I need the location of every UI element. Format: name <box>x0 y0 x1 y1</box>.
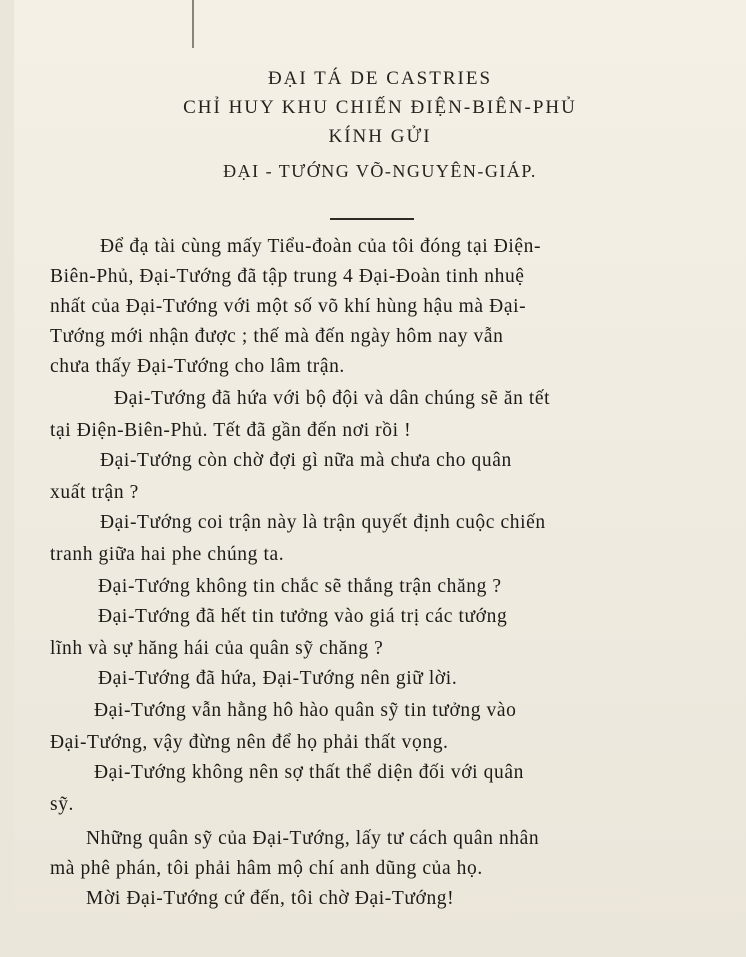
body-line-12: Đại-Tướng không tin chắc sẽ thắng trận chăng ? <box>98 576 502 597</box>
body-line-10: Đại-Tướng coi trận này là trận quyết định cuộc chiến <box>100 512 546 533</box>
body-line-22: Mời Đại-Tướng cứ đến, tôi chờ Đại-Tướng! <box>86 888 455 909</box>
body-line-21: mà phê phán, tôi phải hâm mộ chí anh dũng của họ. <box>50 858 483 879</box>
body-line-14: lĩnh và sự hăng hái của quân sỹ chăng ? <box>50 638 384 659</box>
body-line-1: Để đạ tài cùng mấy Tiểu-đoàn của tôi đóng tại Điện- <box>100 236 542 257</box>
body-line-15: Đại-Tướng đã hứa, Đại-Tướng nên giữ lời. <box>98 668 458 689</box>
body-line-9: xuất trận ? <box>50 482 139 503</box>
heading-divider <box>330 218 414 220</box>
heading-salutation: KÍNH GỬI <box>328 126 432 147</box>
body-line-8: Đại-Tướng còn chờ đợi gì nữa mà chưa cho quân <box>100 450 512 471</box>
heading-recipient: ĐẠI - TƯỚNG VÕ-NGUYÊN-GIÁP. <box>223 161 537 181</box>
body-line-19: sỹ. <box>50 794 75 815</box>
heading-sender: ĐẠI TÁ DE CASTRIES <box>267 68 493 89</box>
body-line-20: Những quân sỹ của Đại-Tướng, lấy tư cách quân nhân <box>86 828 540 849</box>
heading-sender-title: CHỈ HUY KHU CHIẾN ĐIỆN-BIÊN-PHỦ <box>183 97 577 118</box>
body-line-17: Đại-Tướng, vậy đừng nên để họ phải thất vọng. <box>50 732 449 753</box>
body-line-6: Đại-Tướng đã hứa với bộ đội và dân chúng sẽ ăn tết <box>114 388 551 409</box>
body-line-11: tranh giữa hai phe chúng ta. <box>50 544 285 565</box>
letter-heading <box>14 64 746 186</box>
body-line-4: Tướng mới nhận được ; thế mà đến ngày hôm nay vẫn <box>50 326 504 347</box>
body-line-16: Đại-Tướng vẫn hằng hô hào quân sỹ tin tưởng vào <box>94 700 517 721</box>
body-line-3: nhất của Đại-Tướng với một số võ khí hùng hậu mà Đại- <box>50 296 527 317</box>
body-line-7: tại Điện-Biên-Phủ. Tết đã gần đến nơi rồi ! <box>50 420 412 441</box>
paper-crease <box>192 0 194 48</box>
body-line-5: chưa thấy Đại-Tướng cho lâm trận. <box>50 356 345 377</box>
body-line-13: Đại-Tướng đã hết tin tưởng vào giá trị các tướng <box>98 606 508 627</box>
body-line-18: Đại-Tướng không nên sợ thất thể diện đối với quân <box>94 762 524 783</box>
body-line-2: Biên-Phủ, Đại-Tướng đã tập trung 4 Đại-Đoàn tinh nhuệ <box>50 266 525 287</box>
